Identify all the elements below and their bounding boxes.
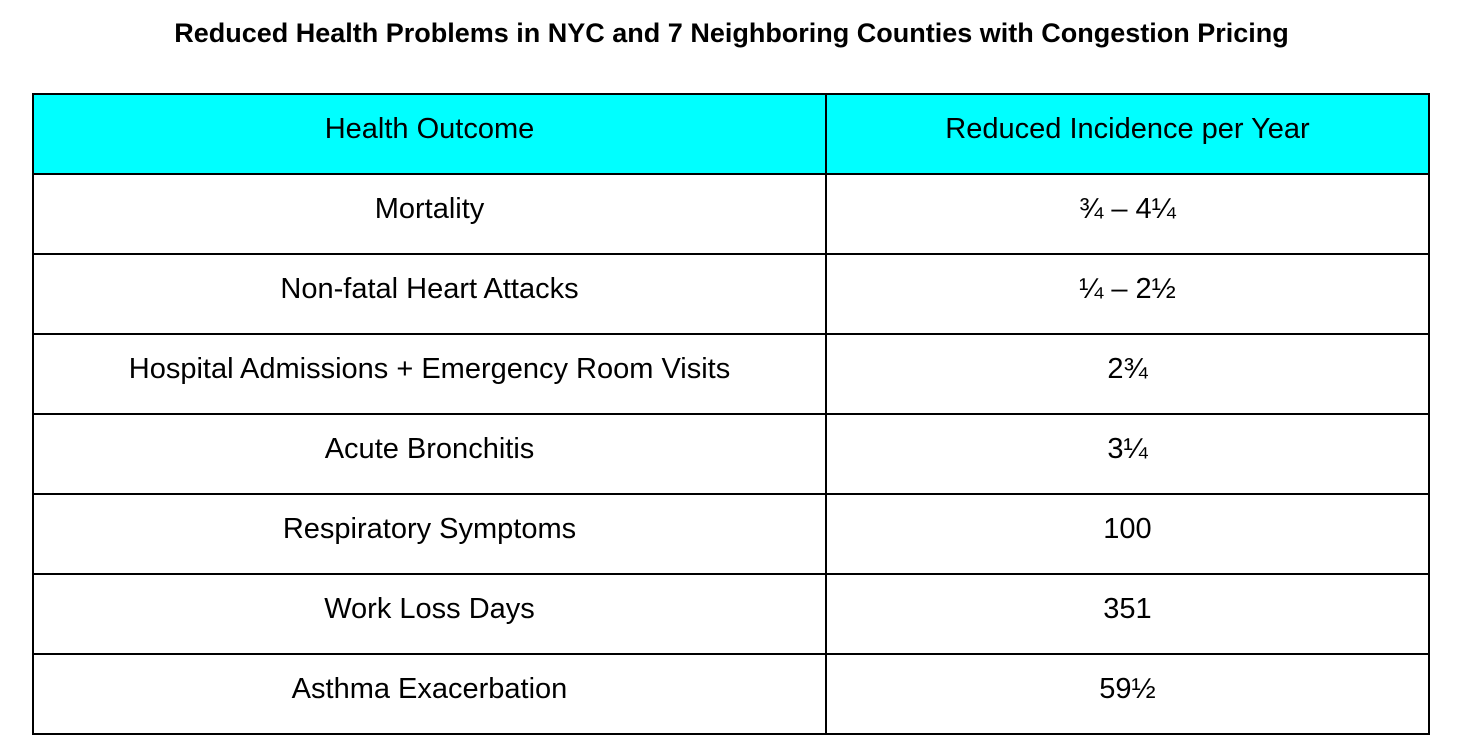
column-header-incidence: Reduced Incidence per Year xyxy=(826,94,1429,174)
table-row xyxy=(33,334,1429,414)
cell-reduced-incidence: 2¾ xyxy=(826,334,1429,414)
header-row xyxy=(33,94,1429,174)
cell-reduced-incidence: ¼ – 2½ xyxy=(826,254,1429,334)
cell-health-outcome: Respiratory Symptoms xyxy=(33,494,826,574)
cell-health-outcome: Asthma Exacerbation xyxy=(33,654,826,734)
cell-reduced-incidence: 3¼ xyxy=(826,414,1429,494)
cell-health-outcome: Work Loss Days xyxy=(33,574,826,654)
cell-reduced-incidence: 59½ xyxy=(826,654,1429,734)
table-row xyxy=(33,414,1429,494)
cell-reduced-incidence: 100 xyxy=(826,494,1429,574)
cell-reduced-incidence: ¾ – 4¼ xyxy=(826,174,1429,254)
table-row xyxy=(33,254,1429,334)
cell-health-outcome: Non-fatal Heart Attacks xyxy=(33,254,826,334)
cell-health-outcome: Mortality xyxy=(33,174,826,254)
table-row xyxy=(33,174,1429,254)
table-title: Reduced Health Problems in NYC and 7 Neighboring Counties with Congestion Pricing xyxy=(174,18,1289,48)
cell-health-outcome: Acute Bronchitis xyxy=(33,414,826,494)
cell-health-outcome: Hospital Admissions + Emergency Room Visits xyxy=(33,334,826,414)
table-row xyxy=(33,654,1429,734)
column-header-outcome: Health Outcome xyxy=(33,94,826,174)
health-outcomes-table xyxy=(32,93,1430,735)
table-row xyxy=(33,574,1429,654)
table-row xyxy=(33,494,1429,574)
cell-reduced-incidence: 351 xyxy=(826,574,1429,654)
